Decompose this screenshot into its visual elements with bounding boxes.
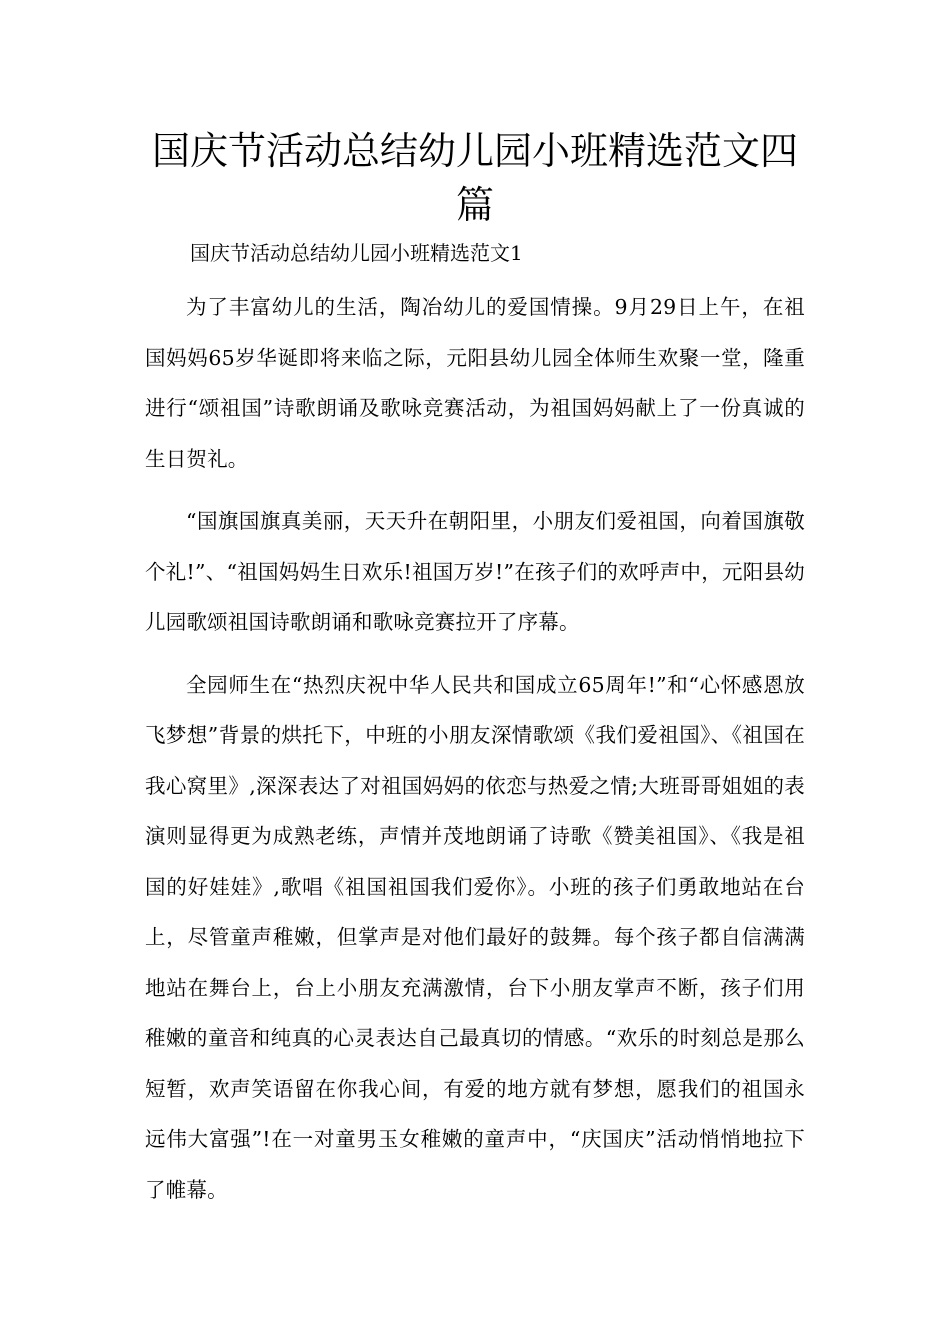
paragraph: “国旗国旗真美丽，天天升在朝阳里，小朋友们爱祖国，向着国旗敬个礼!”、“祖国妈妈生日欢乐!祖国万岁!”在孩子们的欢呼声中，元阳县幼儿园歌颂祖国诗歌朗诵和歌咏竞赛拉开了序幕。 <box>145 509 805 634</box>
document-title: 国庆节活动总结幼儿园小班精选范文四篇 <box>151 129 798 227</box>
paragraph: 为了丰富幼儿的生活，陶冶幼儿的爱国情操。9月29日上午，在祖国妈妈65岁华诞即将来临之际，元阳县幼儿园全体师生欢聚一堂，隆重进行“颂祖国”诗歌朗诵及歌咏竞赛活动，为祖国妈妈献上了一份真诚的生日贺礼。 <box>145 295 805 471</box>
section-heading: 国庆节活动总结幼儿园小班精选范文1 <box>190 241 523 265</box>
paragraph: 全园师生在“热烈庆祝中华人民共和国成立65周年!”和“心怀感恩放飞梦想”背景的烘托下，中班的小朋友深情歌颂《我们爱祖国》、《祖国在我心窝里》,深深表达了对祖国妈妈的依恋与热爱之情;大班哥哥姐姐的表演则显得更为成熟老练，声情并茂地朗诵了诗歌《赞美祖国》、《我是祖国的好娃娃》,歌唱《祖国祖国我们爱你》。小班的孩子们勇敢地站在台上，尽管童声稚嫩，但掌声是对他们最好的鼓舞。每个孩子都自信满满地站在舞台上，台上小朋友充满激情，台下小朋友掌声不断，孩子们用稚嫩的童音和纯真的心灵表达自己最真切的情感。“欢乐的时刻总是那么短暂，欢声笑语留在你我心间，有爱的地方就有梦想，愿我们的祖国永远伟大富强”!在一对童男玉女稚嫩的童声中，“庆国庆”活动悄悄地拉下了帷幕。 <box>145 672 805 1202</box>
document-body <box>145 282 805 1227</box>
